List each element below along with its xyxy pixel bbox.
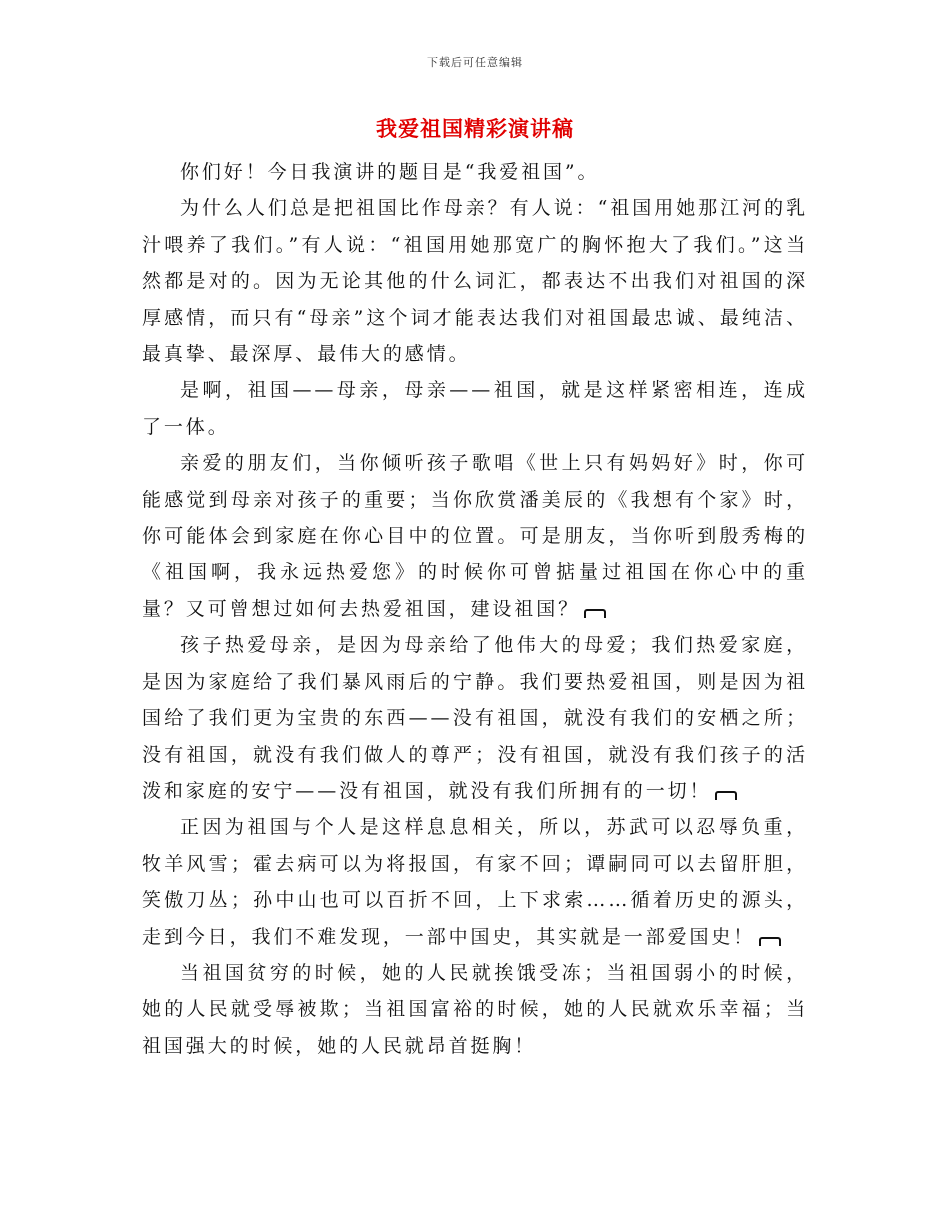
header-note: 下载后可任意编辑 [427, 56, 523, 69]
paragraph-text: 当祖国贫穷的时候，她的人民就挨饿受冻；当祖国弱小的时候，她的人民就受辱被欺；当祖国富裕的时候，她的人民就欢乐幸福；当祖国强大的时候，她的人民就昂首挺胸！ [142, 961, 808, 1057]
document-title: 我爱祖国精彩演讲稿 [376, 116, 574, 141]
paragraph-5 [142, 627, 808, 809]
paragraph-1 [142, 154, 808, 190]
paragraph-7 [142, 955, 808, 1064]
paragraph-text: 正因为祖国与个人是这样息息相关，所以，苏武可以忍辱负重，牧羊风雪；霍去病可以为将报国，有家不回；谭嗣同可以去留肝胆，笑傲刀丛；孙中山也可以百折不回，上下求索……循着历史的源头，走到今日，我们不难发现，一部中国史，其实就是一部爱国史！ [142, 816, 808, 948]
paragraph-text: 为什么人们总是把祖国比作母亲？有人说：“祖国用她那江河的乳汁喂养了我们。”有人说：“祖国用她那宽广的胸怀抱大了我们。”这当然都是对的。因为无论其他的什么词汇，都表达不出我们对祖国的深厚感情，而只有“母亲”这个词才能表达我们对祖国最忠诚、最纯洁、最真挚、最深厚、最伟大的感情。 [142, 197, 808, 366]
speech-body [142, 154, 808, 1064]
paragraph-text: 你们好！今日我演讲的题目是“我爱祖国”。 [180, 161, 600, 183]
paragraph-2 [142, 190, 808, 372]
paragraph-end-mark-icon [715, 791, 737, 800]
paragraph-4 [142, 445, 808, 627]
paragraph-end-mark-icon [759, 937, 781, 946]
paragraph-text: 孩子热爱母亲，是因为母亲给了他伟大的母爱；我们热爱家庭，是因为家庭给了我们暴风雨后的宁静。我们要热爱祖国，则是因为祖国给了我们更为宝贵的东西——没有祖国，就没有我们的安栖之所；没有祖国，就没有我们做人的尊严；没有祖国，就没有我们孩子的活泼和家庭的安宁——没有祖国，就没有我们所拥有的一切！ [142, 634, 808, 802]
paragraph-6 [142, 809, 808, 955]
paragraph-text: 亲爱的朋友们，当你倾听孩子歌唱《世上只有妈妈好》时，你可能感觉到母亲对孩子的重要；当你欣赏潘美辰的《我想有个家》时，你可能体会到家庭在你心目中的位置。可是朋友，当你听到殷秀梅的《祖国啊，我永远热爱您》的时候你可曾掂量过祖国在你心中的重量？又可曾想过如何去热爱祖国，建设祖国？ [142, 452, 808, 620]
paragraph-text: 是啊，祖国——母亲，母亲——祖国，就是这样紧密相连，连成了一体。 [142, 379, 808, 438]
paragraph-end-mark-icon [584, 609, 606, 618]
paragraph-3 [142, 372, 808, 445]
